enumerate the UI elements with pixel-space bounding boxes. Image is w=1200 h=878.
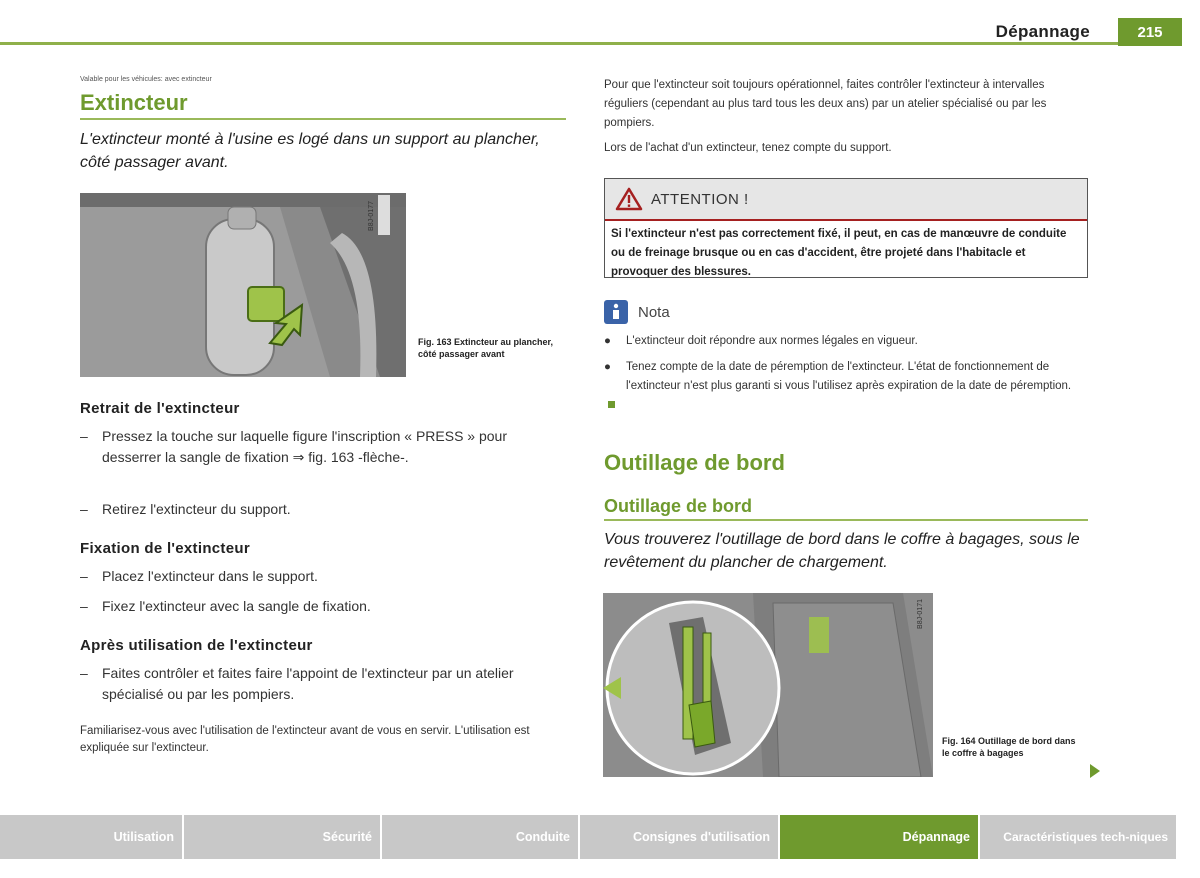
closing-paragraph: Familiarisez-vous avec l'utilisation de l'extincteur avant de vous en servir. L'utilisation est expliquée sur l'extincteur. bbox=[80, 725, 530, 754]
figure-163-number: Fig. 163 bbox=[418, 337, 452, 347]
figure-163-text: Extincteur au plancher, côté passager avant bbox=[418, 337, 554, 359]
tab-utilisation[interactable]: Utilisation bbox=[0, 815, 184, 859]
bullet-dot-icon: ● bbox=[604, 361, 611, 373]
chapter-tabs bbox=[0, 815, 1178, 859]
figure-164-caption bbox=[942, 735, 1078, 759]
paragraph-controle: Pour que l'extincteur soit toujours opérationnel, faites contrôler l'extincteur à intervalles réguliers (cependant au plus tard tous les deux ans) par un atelier spécialisé ou par les pompiers. bbox=[604, 79, 1047, 129]
list-item-text: Retirez l'extincteur du support. bbox=[102, 501, 291, 517]
page-number: 215 bbox=[1118, 18, 1182, 46]
validity-note: Valable pour les véhicules: avec extincteur bbox=[80, 76, 212, 83]
note-title: Nota bbox=[638, 303, 670, 321]
continue-arrow-icon bbox=[1090, 764, 1100, 778]
warning-text: Si l'extincteur n'est pas correctement fixé, il peut, en cas de manœuvre de conduite ou de freinage brusque ou en cas d'accident, être projeté dans l'habitacle et provoquer des blessures. bbox=[611, 228, 1067, 278]
tab-securite[interactable]: Sécurité bbox=[184, 815, 382, 859]
tab-depannage[interactable]: Dépannage bbox=[780, 815, 980, 859]
section-title-outillage: Outillage de bord bbox=[604, 496, 1088, 521]
list-item: – Faites contrôler et faites faire l'appoint de l'extincteur par un atelier spécialisé ou par les pompiers. bbox=[80, 665, 514, 702]
heading-retrait: Retrait de l'extincteur bbox=[80, 400, 240, 417]
note-header bbox=[604, 300, 670, 324]
tab-consignes[interactable]: Consignes d'utilisation bbox=[580, 815, 780, 859]
figure-163-code: B8J-0177 bbox=[368, 201, 375, 231]
list-item: – Placez l'extincteur dans le support. bbox=[80, 568, 318, 584]
list-item: – Fixez l'extincteur avec la sangle de fixation. bbox=[80, 598, 371, 614]
warning-title: ATTENTION ! bbox=[651, 190, 749, 208]
heading-apres: Après utilisation de l'extincteur bbox=[80, 637, 313, 654]
list-item-text: Placez l'extincteur dans le support. bbox=[102, 568, 318, 584]
figure-164-image bbox=[603, 593, 933, 777]
chapter-title-outillage: Outillage de bord bbox=[604, 450, 785, 475]
extinguisher-illustration bbox=[80, 193, 406, 377]
end-of-section-marker bbox=[608, 401, 615, 408]
info-icon bbox=[604, 300, 628, 324]
section-title-extincteur: Extincteur bbox=[80, 90, 566, 120]
list-item-text: Fixez l'extincteur avec la sangle de fixation. bbox=[102, 598, 371, 614]
note-item-text: Tenez compte de la date de péremption de l'extincteur. L'état de fonctionnement de l'extincteur n'est plus garanti si vous l'utilisez après expiration de la date de péremption. bbox=[626, 361, 1072, 392]
warning-triangle-icon bbox=[615, 187, 643, 211]
figure-163-caption bbox=[418, 336, 564, 360]
list-item: – Pressez la touche sur laquelle figure l'inscription « PRESS » pour desserrer la sangle de fixation ⇒ fig. 163 -flèche-. bbox=[80, 428, 507, 465]
figure-164-text: Outillage de bord dans le coffre à bagages bbox=[942, 736, 1076, 758]
paragraph-achat: Lors de l'achat d'un extincteur, tenez compte du support. bbox=[604, 142, 892, 154]
note-item bbox=[604, 332, 1088, 351]
list-item: – Retirez l'extincteur du support. bbox=[80, 501, 291, 517]
list-item-text: Pressez la touche sur laquelle figure l'inscription « PRESS » pour desserrer la sangle de fixation ⇒ fig. 163 -flèche-. bbox=[102, 428, 507, 465]
list-item-text: Faites contrôler et faites faire l'appoint de l'extincteur par un atelier spécialisé ou par les pompiers. bbox=[102, 665, 514, 702]
bullet-dot-icon: ● bbox=[604, 335, 611, 347]
heading-fixation: Fixation de l'extincteur bbox=[80, 540, 250, 557]
intro-extincteur: L'extincteur monté à l'usine es logé dans un support au plancher, côté passager avant. bbox=[80, 131, 540, 171]
page-section-title: Dépannage bbox=[995, 22, 1090, 41]
figure-164-code: B8J-0171 bbox=[917, 599, 924, 629]
warning-box bbox=[604, 178, 1088, 278]
figure-164-number: Fig. 164 bbox=[942, 736, 976, 746]
tab-conduite[interactable]: Conduite bbox=[382, 815, 580, 859]
intro-outillage: Vous trouverez l'outillage de bord dans le coffre à bagages, sous le revêtement du plancher de chargement. bbox=[604, 531, 1080, 571]
note-item-text: L'extincteur doit répondre aux normes légales en vigueur. bbox=[626, 335, 918, 347]
note-item bbox=[604, 358, 1088, 415]
figure-163-image bbox=[80, 193, 406, 377]
toolkit-illustration bbox=[603, 593, 933, 777]
tab-caracteristiques[interactable]: Caractéristiques tech-niques bbox=[980, 815, 1178, 859]
header-rule bbox=[0, 42, 1118, 45]
warning-header bbox=[605, 179, 1087, 221]
